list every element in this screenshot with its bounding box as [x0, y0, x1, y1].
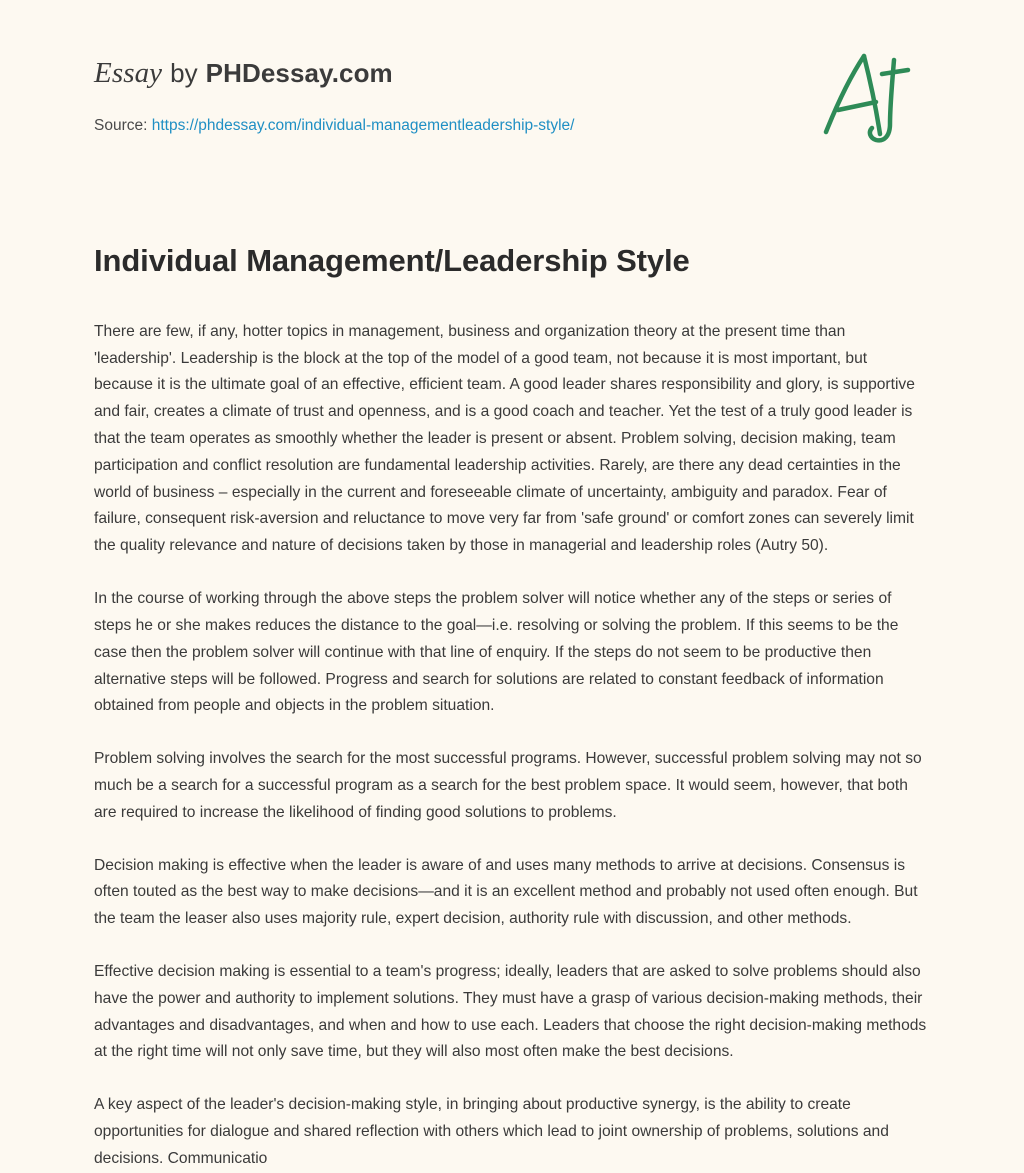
body-paragraph: There are few, if any, hotter topics in management, business and organization theory at the present time than 'leadership'. Leadership is the block at the top of the model of a good team, not because it is most important, but because it is the ultimate goal of an effective, efficient team. A good leader shares responsibility and glory, is supportive and fair, creates a climate of trust and openness, and is a good coach and teacher. Yet the test of a truly good leader is that the team operates as smoothly whether the leader is present or absent. Problem solving, decision making, team participation and conflict resolution are fundamental leadership activities. Rarely, are there any dead certainties in the world of business – especially in the current and foreseeable climate of uncertainty, ambiguity and paradox. Fear of failure, consequent risk-aversion and reluctance to move very far from 'safe ground' or comfort zones can severely limit the quality relevance and nature of decisions taken by those in managerial and leadership roles (Autry 50).: [94, 322, 915, 555]
body-paragraph: Problem solving involves the search for the most successful programs. However, successful problem solving may not so much be a search for a successful program as a search for the best problem space. It would seem, however, that both are required to increase the likelihood of finding good solutions to problems.: [94, 750, 922, 821]
document-header: [0, 0, 1024, 135]
source-label: Source:: [94, 116, 148, 134]
brand-by-label: by: [170, 58, 198, 88]
phdessay-monogram-icon: [808, 40, 928, 160]
brand-line: [94, 56, 930, 91]
source-line: [94, 117, 930, 135]
brand-essay-label: Essay: [94, 57, 163, 89]
brand-site-name: PHDessay.com: [205, 58, 393, 88]
body-paragraph: Effective decision making is essential to a team's progress; ideally, leaders that are asked to solve problems should also have the power and authority to implement solutions. They must have a grasp of various decision-making methods, their advantages and disadvantages, and when and how to use each. Leaders that choose the right decision-making methods at the right time will not only save time, but they will also most often make the best decisions.: [94, 963, 927, 1061]
body-paragraph: A key aspect of the leader's decision-making style, in bringing about productive synergy, is the ability to create opportunities for dialogue and shared reflection with others which lead to joint ownership of problems, solutions and decisions. Communicatio: [94, 1096, 889, 1167]
body-paragraph: In the course of working through the above steps the problem solver will notice whether any of the steps or series of steps he or she makes reduces the distance to the goal—i.e. resolving or solving the problem. If this seems to be the case then the problem solver will continue with that line of enquiry. If the steps do not seem to be productive then alternative steps will be followed. Progress and search for solutions are related to constant feedback of information obtained from people and objects in the problem situation.: [94, 590, 899, 715]
document-body: [94, 319, 930, 1173]
source-url-link[interactable]: https://phdessay.com/individual-managementleadership-style/: [151, 116, 575, 134]
page-title: Individual Management/Leadership Style: [94, 242, 690, 278]
body-paragraph: Decision making is effective when the leader is aware of and uses many methods to arrive at decisions. Consensus is often touted as the best way to make decisions—and it is an excellent method and probably not used often enough. But the team the leaser also uses majority rule, expert decision, authority rule with discussion, and other methods.: [94, 856, 918, 928]
